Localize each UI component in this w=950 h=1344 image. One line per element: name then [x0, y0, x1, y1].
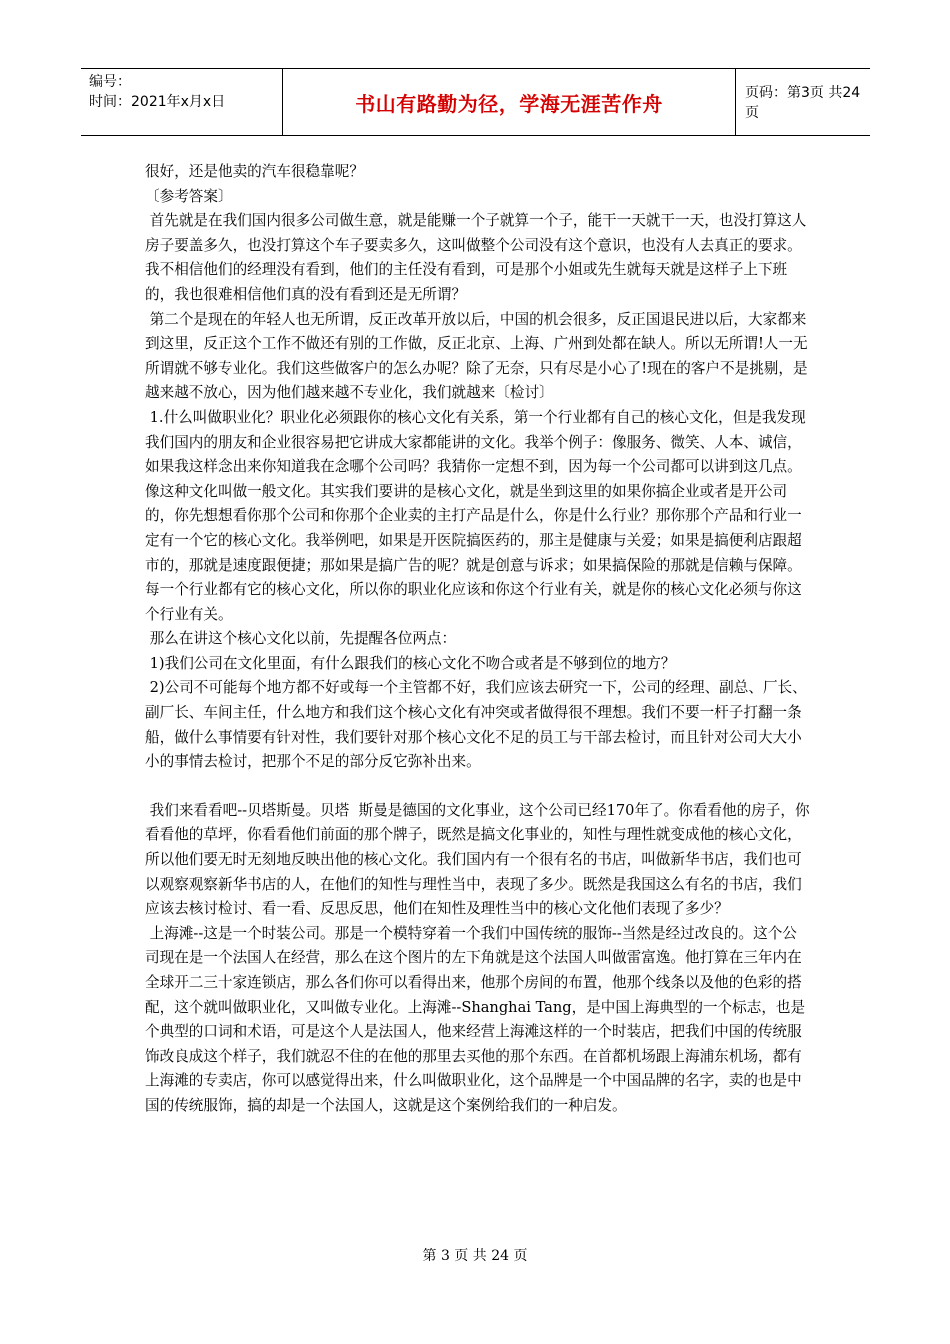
paragraph: 1.什么叫做职业化？职业化必须跟你的核心文化有关系，第一个行业都有自己的核心文化，但是我发现我们国内的朋友和企业很容易把它讲成大家都能讲的文化。我举个例子：像服务、微笑、人本、诚信，如果我这样念出来你知道我在念哪个公司吗？我猜你一定想不到，因为每一个公司都可以讲到这几点。像这种文化叫做一般文化。其实我们要讲的是核心文化，就是坐到这里的如果你搞企业或者是开公司的，你先想想看你那个公司和你那个企业卖的主打产品是什么，你是什么行业？那你那个产品和行业一定有一个它的核心文化。我举例吧，如果是开医院搞医药的，那主是健康与关爱；如果是搞便利店跟超市的，那就是速度跟便捷；那如果是搞广告的呢？就是创意与诉求；如果搞保险的那就是信赖与保障。每一个行业都有它的核心文化，所以你的职业化应该和你这个行业有关，就是你的核心文化必须与你这个行业有关。 — [145, 408, 806, 623]
paragraph: 〔参考答案〕 — [145, 187, 233, 205]
paragraph: 首先就是在我们国内很多公司做生意，就是能赚一个子就算一个子，能干一天就干一天，也没打算这人房子要盖多久，也没打算这个车子要卖多久，这叫做整个公司没有这个意识，也没有人去真正的要求。我不相信他们的经理没有看到，他们的主任没有看到，可是那个小姐或先生就每天就是这样子上下班的，我也很难相信他们真的没有看到还是无所谓？ — [145, 212, 807, 303]
paragraph: 那么在讲这个核心文化以前，先提醒各位两点： — [145, 630, 457, 648]
header-meta-cell — [81, 69, 283, 135]
number-label: 编号： — [89, 74, 131, 90]
header-motto-cell — [283, 69, 736, 135]
document-body — [145, 160, 810, 1119]
page-footer — [0, 1245, 950, 1265]
time-label: 时间：2021年x月x日 — [89, 94, 226, 110]
paragraph: 第二个是现在的年轻人也无所谓，反正改革开放以后，中国的机会很多，反正国退民进以后，大家都来到这里，反正这个工作不做还有别的工作做，反正北京、上海、广州到处都在缺人。所以无所谓!人一无所谓就不够专业化。我们这些做客户的怎么办呢？除了无奈，只有尽是小心了!现在的客户不是挑剔，是越来越不放心，因为他们越来越不专业化，我们就越来〔检讨〕 — [145, 310, 808, 402]
footer-page-number: 第 3 页 共 24 页 — [422, 1248, 528, 1264]
blank-line — [145, 775, 810, 799]
motto: 书山有路勤为径，学海无涯苦作舟 — [355, 91, 663, 116]
header-page-cell — [736, 69, 870, 135]
document-header — [81, 68, 870, 136]
paragraph: 1)我们公司在文化里面，有什么跟我们的核心文化不吻合或者是不够到位的地方？ — [145, 654, 676, 672]
paragraph: 2)公司不可能每个地方都不好或每一个主管都不好，我们应该去研究一下，公司的经理、副总、厂长、副厂长、车间主任，什么地方和我们这个核心文化有冲突或者做得很不理想。我们不要一杆子打翻一条船，做什么事情要有针对性，我们要针对那个核心文化不足的员工与干部去检讨，而且针对公司大大小小的事情去检讨，把那个不足的部分反它弥补出来。 — [145, 679, 807, 771]
page-label: 页码：第3页 共24页 — [745, 85, 861, 121]
paragraph: 我们来看看吧--贝塔斯曼。贝塔 斯曼是德国的文化事业，这个公司已经170年了。你看看他的房子，你看看他的草坪，你看看他们前面的那个牌子，既然是搞文化事业的，知性与理性就变成他的核心文化，所以他们要无时无刻地反映出他的核心文化。我们国内有一个很有名的书店，叫做新华书店，我们也可以观察观察新华书店的人，在他们的知性与理性当中，表现了多少。既然是我国这么有名的书店，我们应该去核讨检讨、看一看、反思反思，他们在知性及理性当中的核心文化他们表现了多少？ — [145, 801, 810, 918]
paragraph: 上海滩--这是一个时装公司。那是一个模特穿着一个我们中国传统的服饰--当然是经过改良的。这个公司现在是一个法国人在经营，那么在这个图片的左下角就是这个法国人叫做雷富逸。他打算在三年内在全球开二三十家连锁店，那么各们你可以看得出来，他那个房间的布置，他那个线条以及他的色彩的搭配，这个就叫做职业化，又叫做专业化。上海滩--Shanghai Tang，是中国上海典型的一个标志，也是个典型的口词和术语，可是这个人是法国人，他来经营上海滩这样的一个时装店，把我们中国的传统服饰改良成这个样子，我们就忍不住的在他的那里去买他的那个东西。在首都机场跟上海浦东机场，都有上海滩的专卖店，你可以感觉得出来，什么叫做职业化，这个品牌是一个中国品牌的名字，卖的也是中国的传统服饰，搞的却是一个法国人，这就是这个案例给我们的一种启发。 — [145, 924, 806, 1114]
paragraph: 很好，还是他卖的汽车很稳靠呢？ — [145, 163, 364, 180]
